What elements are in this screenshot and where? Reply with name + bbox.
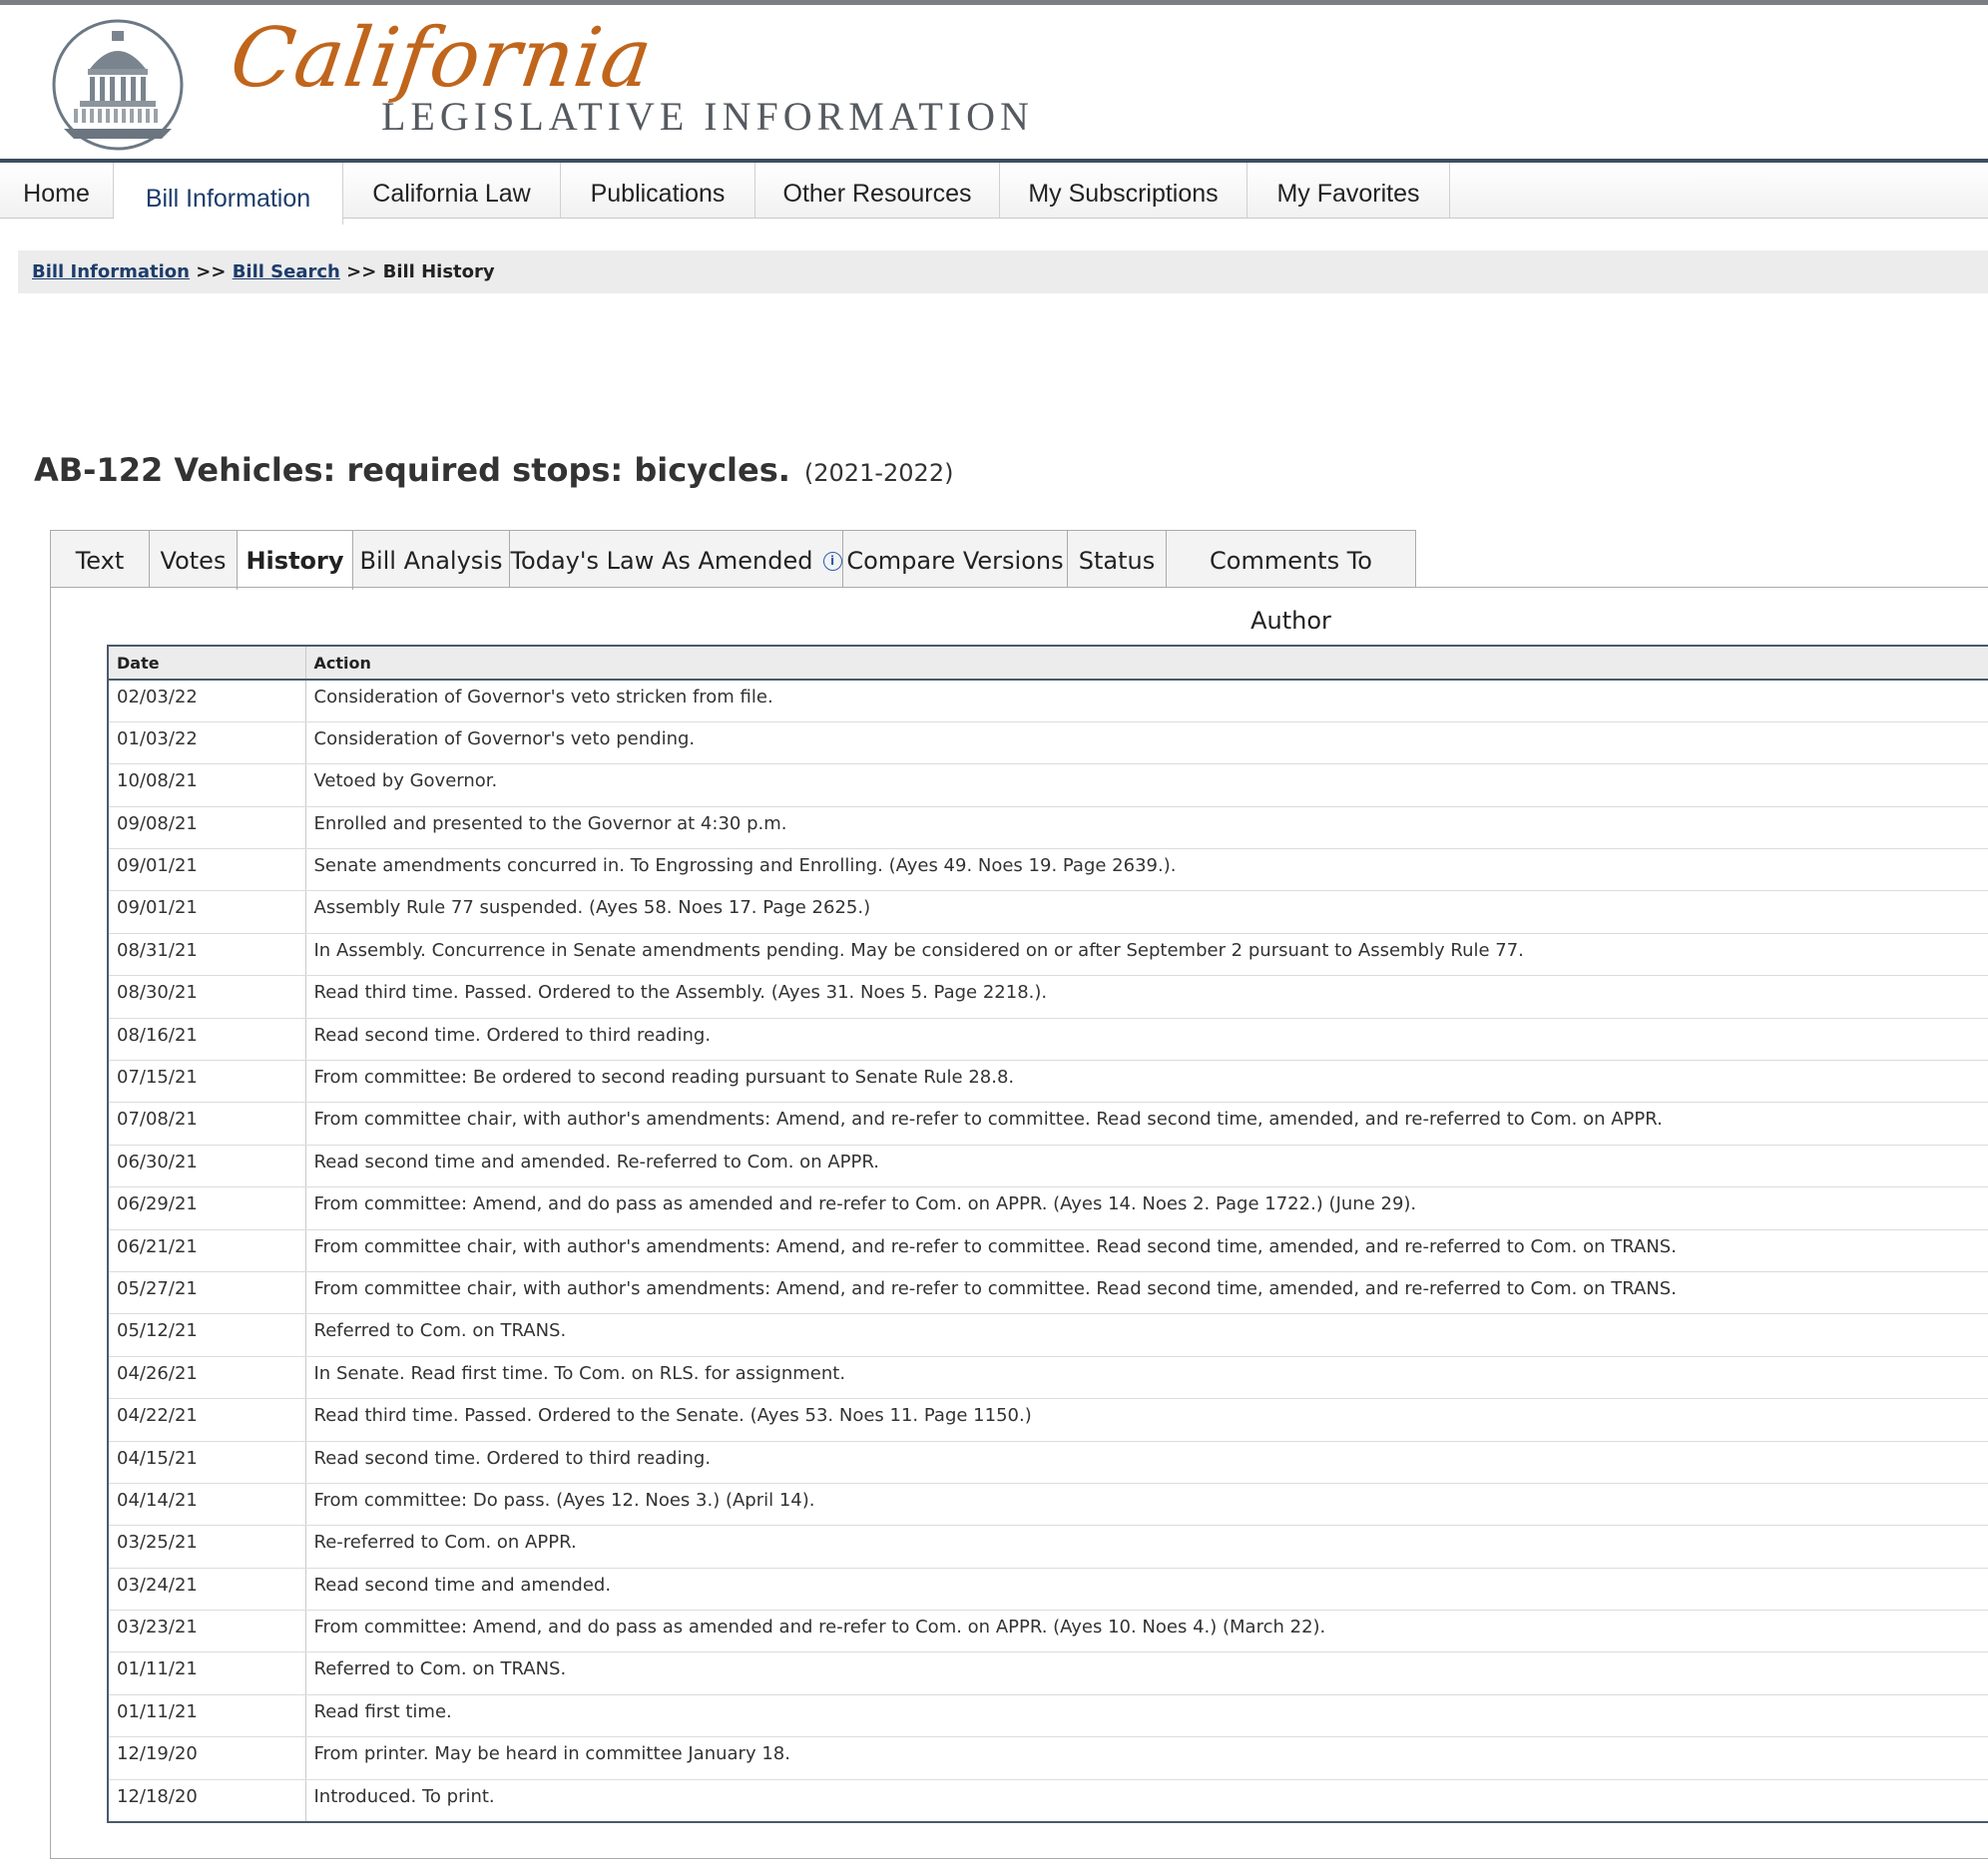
breadcrumb <box>18 250 1988 293</box>
history-action: Read third time. Passed. Ordered to the Assembly. (Ayes 31. Noes 5. Page 2218.). <box>305 976 1988 1018</box>
history-date: 04/26/21 <box>108 1356 305 1398</box>
bill-history-table <box>107 645 1988 1823</box>
history-date: 02/03/22 <box>108 680 305 721</box>
table-row <box>108 1018 1988 1060</box>
history-date: 05/27/21 <box>108 1271 305 1313</box>
history-date: 03/25/21 <box>108 1526 305 1568</box>
logo-subtitle: LEGISLATIVE INFORMATION <box>381 94 1034 139</box>
history-date: 10/08/21 <box>108 764 305 806</box>
history-date: 06/30/21 <box>108 1145 305 1186</box>
table-body <box>108 680 1988 1822</box>
table-row <box>108 1399 1988 1441</box>
table-row <box>108 1779 1988 1821</box>
tab-text[interactable]: Text <box>50 530 150 588</box>
history-date: 08/30/21 <box>108 976 305 1018</box>
history-date: 04/22/21 <box>108 1399 305 1441</box>
history-date: 01/11/21 <box>108 1652 305 1694</box>
history-action: From committee: Do pass. (Ayes 12. Noes 3.) (April 14). <box>305 1483 1988 1525</box>
history-action: In Assembly. Concurrence in Senate amendments pending. May be considered on or after September 2 pursuant to Assembly Rule 77. <box>305 933 1988 975</box>
history-date: 04/14/21 <box>108 1483 305 1525</box>
column-header-action: Action <box>305 646 1988 680</box>
column-header-date: Date <box>108 646 305 680</box>
table-row <box>108 1187 1988 1229</box>
history-action: From committee chair, with author's amendments: Amend, and re-refer to committee. Read second time, amended, and re-referred to Com. on TRANS. <box>305 1229 1988 1271</box>
history-date: 09/01/21 <box>108 849 305 891</box>
history-date: 06/29/21 <box>108 1187 305 1229</box>
history-action: From committee chair, with author's amendments: Amend, and re-refer to committee. Read second time, amended, and re-referred to Com. on TRANS. <box>305 1271 1988 1313</box>
history-action: Senate amendments concurred in. To Engrossing and Enrolling. (Ayes 49. Noes 19. Page 2639.). <box>305 849 1988 891</box>
history-action: Re-referred to Com. on APPR. <box>305 1526 1988 1568</box>
history-date: 08/16/21 <box>108 1018 305 1060</box>
history-date: 01/03/22 <box>108 721 305 763</box>
history-action: Read second time and amended. Re-referred to Com. on APPR. <box>305 1145 1988 1186</box>
history-date: 06/21/21 <box>108 1229 305 1271</box>
table-row <box>108 1526 1988 1568</box>
history-action: Referred to Com. on TRANS. <box>305 1652 1988 1694</box>
history-date: 07/15/21 <box>108 1061 305 1103</box>
logo-california[interactable]: California <box>225 11 659 106</box>
breadcrumb-separator: >> <box>346 261 377 282</box>
table-row <box>108 1568 1988 1610</box>
history-action: Introduced. To print. <box>305 1779 1988 1821</box>
table-row <box>108 1694 1988 1736</box>
bill-session: (2021-2022) <box>803 459 954 487</box>
nav-my-favorites[interactable]: My Favorites <box>1247 163 1450 218</box>
history-date: 12/18/20 <box>108 1779 305 1821</box>
history-action: Read third time. Passed. Ordered to the Senate. (Ayes 53. Noes 11. Page 1150.) <box>305 1399 1988 1441</box>
tab-comments-to-author[interactable]: Comments To Author <box>1166 530 1416 588</box>
table-row <box>108 1145 1988 1186</box>
history-date: 08/31/21 <box>108 933 305 975</box>
table-row <box>108 1103 1988 1145</box>
history-action: From printer. May be heard in committee January 18. <box>305 1737 1988 1779</box>
history-action: From committee: Amend, and do pass as amended and re-refer to Com. on APPR. (Ayes 10. Noes 4.) (March 22). <box>305 1611 1988 1652</box>
history-date: 09/08/21 <box>108 806 305 848</box>
breadcrumb-bill-information-link[interactable]: Bill Information <box>32 261 190 282</box>
history-date: 04/15/21 <box>108 1441 305 1483</box>
history-action: In Senate. Read first time. To Com. on RLS. for assignment. <box>305 1356 1988 1398</box>
history-action: Referred to Com. on TRANS. <box>305 1314 1988 1356</box>
history-action: Consideration of Governor's veto pending. <box>305 721 1988 763</box>
table-row <box>108 1483 1988 1525</box>
table-row <box>108 721 1988 763</box>
history-action: Read second time. Ordered to third reading. <box>305 1441 1988 1483</box>
history-date: 03/24/21 <box>108 1568 305 1610</box>
history-action: Read second time. Ordered to third reading. <box>305 1018 1988 1060</box>
history-action: Read second time and amended. <box>305 1568 1988 1610</box>
nav-home[interactable]: Home <box>0 163 114 218</box>
tab-status[interactable]: Status <box>1067 530 1167 588</box>
history-action: Vetoed by Governor. <box>305 764 1988 806</box>
breadcrumb-current: Bill History <box>382 261 495 282</box>
tab-todays-law-as-amended[interactable] <box>509 530 843 588</box>
table-row <box>108 1737 1988 1779</box>
main-nav <box>0 159 1988 219</box>
tab-history[interactable]: History <box>237 530 353 590</box>
capitol-dome-icon[interactable] <box>50 17 186 153</box>
table-row <box>108 1652 1988 1694</box>
table-row <box>108 933 1988 975</box>
history-date: 12/19/20 <box>108 1737 305 1779</box>
breadcrumb-bill-search-link[interactable]: Bill Search <box>232 261 340 282</box>
nav-other-resources[interactable]: Other Resources <box>755 163 1000 218</box>
table-header-row <box>108 646 1988 680</box>
table-row <box>108 1441 1988 1483</box>
bill-title-text: AB-122 Vehicles: required stops: bicycles. <box>34 451 790 489</box>
history-date: 01/11/21 <box>108 1694 305 1736</box>
history-date: 09/01/21 <box>108 891 305 933</box>
history-action: From committee: Be ordered to second reading pursuant to Senate Rule 28.8. <box>305 1061 1988 1103</box>
table-row <box>108 1061 1988 1103</box>
history-action: From committee chair, with author's amendments: Amend, and re-refer to committee. Read second time, amended, and re-referred to Com. on APPR. <box>305 1103 1988 1145</box>
history-action: Enrolled and presented to the Governor at 4:30 p.m. <box>305 806 1988 848</box>
nav-my-subscriptions[interactable]: My Subscriptions <box>1000 163 1247 218</box>
site-header <box>0 5 1988 160</box>
table-row <box>108 1314 1988 1356</box>
tab-votes[interactable]: Votes <box>149 530 238 588</box>
info-icon[interactable]: i <box>823 552 842 571</box>
table-row <box>108 764 1988 806</box>
page-title <box>34 451 953 489</box>
history-date: 03/23/21 <box>108 1611 305 1652</box>
table-row <box>108 976 1988 1018</box>
history-action: Assembly Rule 77 suspended. (Ayes 58. Noes 17. Page 2625.) <box>305 891 1988 933</box>
nav-bill-information[interactable]: Bill Information <box>114 163 343 225</box>
table-row <box>108 806 1988 848</box>
nav-california-law[interactable]: California Law <box>343 163 561 218</box>
table-row <box>108 1611 1988 1652</box>
table-row <box>108 891 1988 933</box>
nav-publications[interactable]: Publications <box>561 163 755 218</box>
table-row <box>108 1356 1988 1398</box>
table-row <box>108 1271 1988 1313</box>
breadcrumb-separator: >> <box>196 261 227 282</box>
tab-compare-versions[interactable]: Compare Versions <box>842 530 1068 588</box>
tab-bill-analysis[interactable]: Bill Analysis <box>352 530 510 588</box>
table-row <box>108 680 1988 721</box>
tab-label: Today's Law As Amended <box>510 547 813 575</box>
history-date: 05/12/21 <box>108 1314 305 1356</box>
history-action: Consideration of Governor's veto stricken from file. <box>305 680 1988 721</box>
history-action: Read first time. <box>305 1694 1988 1736</box>
history-action: From committee: Amend, and do pass as amended and re-refer to Com. on APPR. (Ayes 14. Noes 2. Page 1722.) (June 29). <box>305 1187 1988 1229</box>
table-row <box>108 1229 1988 1271</box>
table-row <box>108 849 1988 891</box>
history-date: 07/08/21 <box>108 1103 305 1145</box>
